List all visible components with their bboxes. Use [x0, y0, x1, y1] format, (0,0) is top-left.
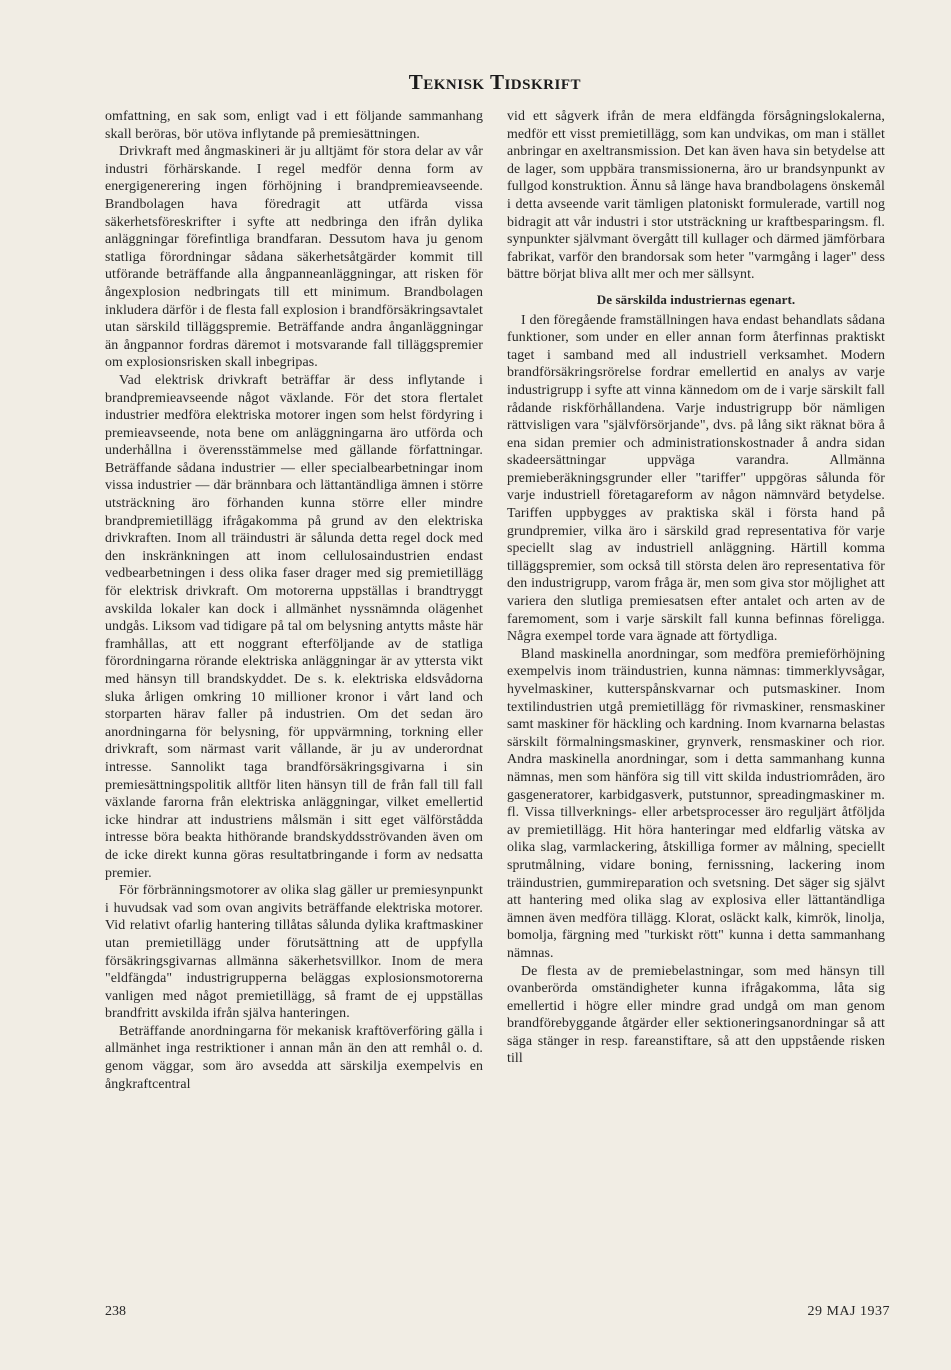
running-header	[0, 70, 951, 98]
paragraph: Bland maskinella anordningar, som medföra premieförhöjning exempelvis inom träindustrien, kunna nämnas: timmerklyvsågar, hyvelmaskiner, kutterspånskvarnar och putsmaskiner. Inom textilindustrien utgå premietillägg för rivmaskiner, rensmaskiner samt maskiner för häckling och kardning. Inom kvarnarna belastas särskilt förmalningsmaskiner, grynverk, rensmaskiner och rior. Andra maskinella anordningar, som i detta sammanhang kunna nämnas, men som hänföra sig till vitt skilda industriområden, äro gasgeneratorer, karbidgasverk, putstunnor, spreadingmaskiner m. fl. Vissa tillverknings- eller arbetsprocesser äro reguljärt åtföljda av premietillägg. Hit höra hanteringar med eldfarlig vätska av olika slag, varmlackering, åtskilliga former av målning, speciellt sprutmålning, vidare boning, fernissning, lackering inom träindustrien, gummireparation och svetsning. Det säger sig självt att hantering med olika slag av explosiva eller lättantändliga ämnen även medföra tillägg. Klorat, osläckt kalk, kimrök, linolja, bomolja, färgning med "turkiskt rött" kunna i detta sammanhang nämnas.	[507, 646, 885, 961]
right-column	[507, 108, 885, 1288]
paragraph: Beträffande anordningarna för mekanisk kraftöverföring gälla i allmänhet inga restriktioner i annan mån än den att remhål o. d. genom väggar, som äro avsedda att särskilja exempelvis en ångkraftcentral	[105, 1023, 483, 1092]
left-column	[105, 108, 483, 1288]
page-footer	[105, 1304, 890, 1324]
section-heading: De särskilda industriernas egenart.	[596, 291, 796, 307]
paragraph: omfattning, en sak som, enligt vad i ett följande sammanhang skall beröras, bör utöva inflytande på premiesättningen.	[105, 109, 483, 142]
paragraph: Drivkraft med ångmaskineri är ju alltjämt för stora delar av vår industri förhärskande. I regel medför denna form av energigenerering ingen förhöjning i brandpremieavseende. Brandbolagen hava föredragit att utfärda vissa säkerhetsföreskrifter i syfte att nedbringa den ifrån dylika anläggningar förefintliga brandfaran. Dessutom hava ju genom statliga förordningar sådana säkerhetsåtgärder kommit till utförande beträffande alla ångpanneanläggningar, att risken för ångexplosion nedbringats till ett minimum. Brandbolagen inkludera därför i de flesta fall explosion i brandförsäkringsavtalet utan särskild tilläggspremie. Beträffande andra ånganläggningar än ångpannor fordras däremot i motsvarande fall tilläggspremier om explosionsrisken skall inbegripas.	[105, 144, 483, 371]
paragraph: Vad elektrisk drivkraft beträffar är dess inflytande i brandpremieavseende något växlande. För det stora flertalet industrier medföra elektriska motorer ingen som helst fördyring i premieavseende, nota bene om anläggningarna äro utförda och underhållna i överensstämmelse med gällande författningar. Beträffande sådana industrier — eller specialbearbetningar inom vissa industrier — där brännbara och lättantändliga ämnen i större utsträckning äro förhanden kunna större eller mindre brandpremietillägg ifrågakomma på grund av den elektriska drivkraften. Inom all träindustri är sålunda detta regel dock med den inskränkningen att inom cellulosaindustrien endast vedbearbetningen i dess olika faser drager med sig premietillägg för elektrisk drivkraft. Om motorerna uppställas i brandtryggt avskilda lokaler kan dock i allmänhet nyssnämnda olägenhet undgås. Liksom vad tidigare på tal om belysning antytts måste här framhållas, att ett noggrant efterföljande av de statliga förordningarna rörande elektriska anläggningar är av yttersta vikt med hänsyn till brandskyddet. De s. k. elektriska eldsvådorna sluka årligen omkring 10 millioner kronor i vårt land och storparten härav faller på industrien. Om det sedan äro anordningarna för belysning, för uppvärmning, torkning eller drivkraft, som närmast varit vållande, är ju av underordnat intresse. Sannolikt taga brandförsäkringsgivarna i sin premiesättningspolitik alltför liten hänsyn till de från fall till fall växlande farorna från elektriska anläggningar, vilket emellertid icke hindrar att industriens målsmän i sitt eget välförstådda intresse böra beakta hithörande brandskyddsströvanden även om de icke direkt kunna göras resultatbringande i form av nedsatta premier.	[105, 372, 483, 881]
page-number: 238	[105, 1304, 126, 1319]
issue-date: 29 MAJ 1937	[807, 1304, 890, 1319]
paragraph: vid ett sågverk ifrån de mera eldfängda försågningslokalerna, medför ett visst premietillägg, som kan undvikas, om man i stället anbringar en axeltransmission. Det kan även hava sin betydelse att de lager, som uppbära transmissionerna, äro ur brandsynpunkt av fullgod konstruktion. Ännu så länge hava brandbolagens önskemål i detta avseende varit tämligen platoniskt formulerade, vartill nog bidragit att vår industri i stor utsträckning ur kraftbesparingsm. fl. synpunkter självmant övergått till kullager och därmed jämförbara fabrikat, varför den brandorsak som heter "varmgång i lager" dess bättre börjat bliva allt mer och mer sällsynt.	[507, 109, 885, 283]
journal-masthead: Teknisk Tidskrift	[408, 70, 581, 94]
paragraph: För förbränningsmotorer av olika slag gäller ur premiesynpunkt i huvudsak vad som ovan angivits beträffande elektriska motorer. Vid relativt ofarlig hantering tillåtas sålunda dylika kraftmaskiner utan premietillägg under förutsättning att de uppfylla försäkringsgivarnas allmänna säkerhetsvillkor. Inom de mera "eldfängda" industrigrupperna beläggas explosionsmotorerna vanligen med något premietillägg, så framt de ej uppställas brandfritt avskilda ifrån själva hanteringen.	[105, 883, 483, 1022]
paragraph: I den föregående framställningen hava endast behandlats sådana funktioner, som under en eller annan form återfinnas praktiskt taget i samband med all industriell verksamhet. Modern brandförsäkringsrörelse fordrar emellertid en analys av varje industrigrupp i syfte att vinna kännedom om de i varje särskilt fall rådande riskförhållandena. Varje industrigrupp bör nämligen rättvisligen vara "självförsörjande", dvs. på lång sikt räknat böra å ena sidan premier och administrationskostnader å andra sidan skadeersättningar uppväga varandra. Allmänna premieberäkningsgrunder eller "tariffer" uppgöras sålunda för varje industriell företagareform av någon nämnvärd betydelse. Tariffen uppbygges av praktiska skäl i första hand på grundpremier, vilka äro i särskild grad representativa för varje speciellt slag av industriell anläggning. Härtill komma tilläggspremier, som också till största delen äro representativa för den industrigrupp, varom fråga är, men som giva stor möjlighet att variera den slutliga premiesatsen efter antalet och arten av de faremoment, som i varje särskilt fall kunna befinnas föreligga. Några exempel torde vara ägnade att förtydliga.	[507, 312, 885, 645]
paragraph: De flesta av de premiebelastningar, som med hänsyn till ovanberörda omständigheter kunna ifrågakomma, låta sig emellertid i högre eller mindre grad undgå om man genom brandförebyggande åtgärder eller sektioneringsanordningar så att säga stänger in resp. fareanstiftare, så att den uppstående risken till	[507, 963, 885, 1067]
